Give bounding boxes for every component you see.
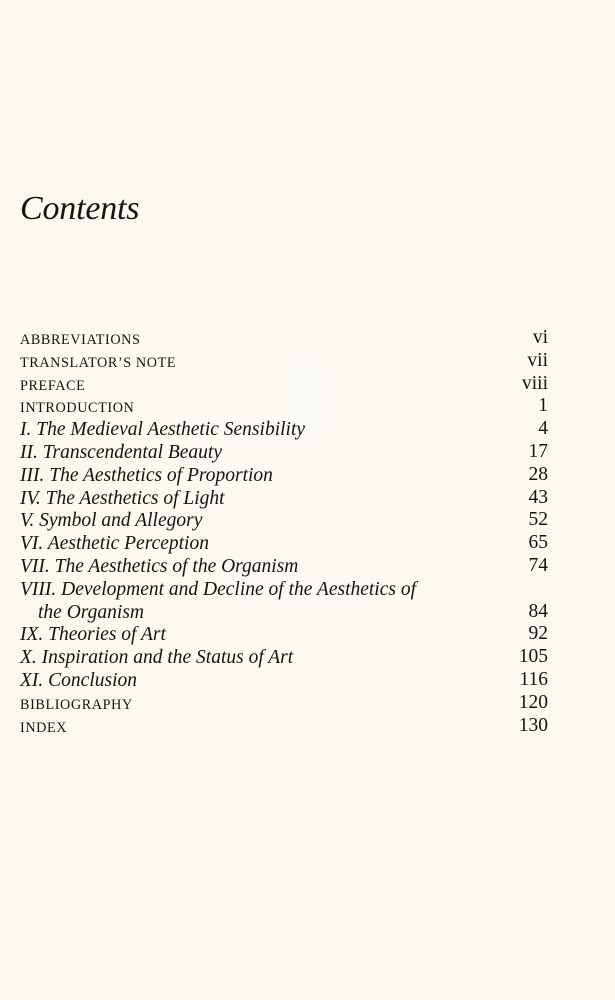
toc-entry-chapter-11 [20, 668, 548, 694]
toc-entry-page: 4 [538, 418, 548, 440]
toc-entry-label: IV. The Aesthetics of Light [20, 487, 225, 509]
toc-entry-label: INDEX [20, 719, 68, 736]
toc-entry-page: 52 [528, 509, 548, 531]
toc-entry-label: VII. The Aesthetics of the Organism [20, 555, 299, 577]
toc-entry-page: 28 [528, 463, 548, 485]
toc-entry-page: 17 [528, 440, 548, 462]
toc-entry-index [20, 714, 548, 740]
toc-entry-translators-note [20, 349, 548, 375]
toc-entry-label-line-1: VIII. Development and Decline of the Aesthetics of [20, 578, 417, 600]
toc-entry-page: 1 [538, 395, 548, 417]
toc-entry-page: 65 [528, 532, 548, 554]
toc-entry-label: VI. Aesthetic Perception [20, 533, 209, 555]
toc-entry-page: vi [532, 327, 548, 348]
toc-entry-label: PREFACE [20, 377, 86, 394]
toc-entry-label: I. The Medieval Aesthetic Sensibility [20, 419, 306, 441]
toc-entry-page: viii [521, 372, 548, 394]
toc-entry-page: 120 [518, 691, 548, 713]
toc-entry-page: 105 [518, 646, 548, 668]
toc-entry-bibliography [20, 691, 548, 717]
contents-heading: Contents [20, 190, 140, 227]
toc-entry-page: 84 [528, 600, 548, 622]
toc-entry-abbreviations [20, 329, 548, 352]
toc-entry-chapter-8 [20, 580, 548, 626]
toc-entry-page: 92 [528, 623, 548, 645]
toc-entry-page: 116 [519, 668, 548, 690]
toc-entry-label: BIBLIOGRAPHY [20, 696, 133, 713]
toc-entry-label: TRANSLATOR’S NOTE [20, 354, 177, 371]
toc-entry-chapter-10 [20, 648, 548, 671]
toc-entry-chapter-7 [20, 554, 548, 580]
toc-entry-label [20, 579, 470, 625]
toc-entry-label: V. Symbol and Allegory [20, 510, 203, 532]
toc-entry-label: X. Inspiration and the Status of Art [20, 647, 294, 669]
toc-entry-chapter-3 [20, 463, 548, 489]
toc-entry-label: XI. Conclusion [20, 669, 137, 691]
toc-entry-page: 74 [528, 554, 548, 576]
toc-entry-page: 130 [518, 714, 548, 736]
toc-entry-label: III. The Aesthetics of Proportion [20, 464, 273, 486]
toc-entry-label: II. Transcendental Beauty [20, 441, 222, 463]
toc-entry-introduction [20, 397, 548, 420]
toc-entry-chapter-9 [20, 625, 548, 648]
table-of-contents [20, 329, 548, 739]
toc-entry-label: IX. Theories of Art [20, 624, 166, 646]
toc-entry-page: 43 [528, 486, 548, 508]
toc-entry-page: vii [527, 349, 548, 371]
toc-entry-label-line-2: the Organism [38, 601, 144, 623]
toc-entry-chapter-4 [20, 486, 548, 512]
toc-entry-chapter-2 [20, 440, 548, 466]
toc-entry-label: INTRODUCTION [20, 400, 135, 417]
toc-entry-chapter-5 [20, 511, 548, 534]
toc-entry-preface [20, 372, 548, 398]
toc-entry-label: ABBREVIATIONS [20, 332, 141, 348]
toc-entry-chapter-6 [20, 534, 548, 557]
toc-entry-chapter-1 [20, 420, 548, 443]
